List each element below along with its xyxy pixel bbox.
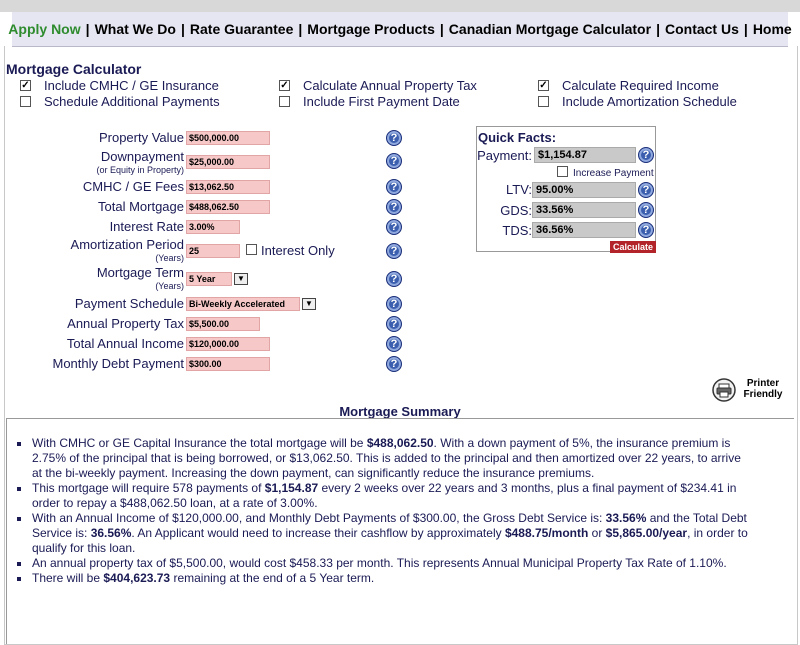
help-icon[interactable]: ? — [386, 271, 402, 287]
option-first-payment-label: Include First Payment Date — [303, 94, 460, 109]
interest-rate-input[interactable]: 3.00% — [186, 220, 240, 234]
help-icon[interactable]: ? — [386, 179, 402, 195]
mortgage-term-label: Mortgage Term — [96, 265, 184, 280]
nav-rate-guarantee[interactable]: Rate Guarantee — [189, 21, 294, 37]
nav-mortgage-products[interactable]: Mortgage Products — [307, 21, 435, 37]
help-icon[interactable]: ? — [386, 316, 402, 332]
nav-separator: | — [85, 21, 90, 37]
option-cmhc-label: Include CMHC / GE Insurance — [44, 78, 219, 93]
help-icon[interactable]: ? — [638, 182, 654, 198]
option-property-tax-label: Calculate Annual Property Tax — [303, 78, 477, 93]
chevron-down-icon[interactable]: ▼ — [234, 273, 248, 285]
nav-contact-us[interactable]: Contact Us — [664, 21, 739, 37]
option-cmhc-checkbox[interactable]: ✓ — [21, 80, 30, 91]
printer-icon — [712, 378, 736, 402]
help-icon[interactable]: ? — [638, 147, 654, 163]
nav-separator: | — [298, 21, 303, 37]
interest-rate-label: Interest Rate — [109, 219, 184, 234]
gds-value: 33.56% — [532, 202, 636, 218]
printer-friendly-line2: Friendly — [743, 389, 783, 400]
property-tax-label: Annual Property Tax — [67, 316, 184, 331]
downpayment-label: Downpayment — [100, 149, 184, 164]
amortization-label: Amortization Period — [70, 237, 184, 252]
nav-separator: | — [180, 21, 185, 37]
annual-income-input[interactable]: $120,000.00 — [186, 337, 270, 351]
help-icon[interactable]: ? — [386, 243, 402, 259]
payment-label: Payment: — [477, 148, 532, 163]
option-additional-payments-checkbox[interactable] — [20, 96, 31, 107]
mortgage-term-select[interactable]: 5 Year — [186, 272, 232, 286]
ltv-label: LTV: — [505, 182, 532, 197]
nav-home[interactable]: Home — [752, 21, 792, 37]
amortization-input[interactable]: 25 — [186, 244, 240, 258]
summary-title: Mortgage Summary — [339, 404, 461, 419]
option-amortization-schedule-label: Include Amortization Schedule — [562, 94, 737, 109]
list-item: This mortgage will require 578 payments of $1,154.87 every 2 weeks over 22 years and 3 months, plus a final payment of $234.41 in order to repay a $488,062.50 loan, at a rate of 3.00%. — [14, 481, 754, 511]
property-tax-input[interactable]: $5,500.00 — [186, 317, 260, 331]
option-required-income-checkbox[interactable]: ✓ — [539, 80, 548, 91]
downpayment-sublabel: (or Equity in Property) — [96, 165, 184, 175]
property-value-input[interactable]: $500,000.00 — [186, 131, 270, 145]
option-required-income-label: Calculate Required Income — [562, 78, 719, 93]
help-icon[interactable]: ? — [386, 153, 402, 169]
interest-only-label: Interest Only — [261, 243, 335, 258]
increase-payment-checkbox[interactable] — [557, 166, 568, 177]
payment-schedule-label: Payment Schedule — [74, 296, 184, 311]
monthly-debt-label: Monthly Debt Payment — [52, 356, 184, 371]
interest-only-checkbox[interactable] — [246, 244, 257, 255]
payment-schedule-select[interactable]: Bi-Weekly Accelerated — [186, 297, 300, 311]
downpayment-input[interactable]: $25,000.00 — [186, 155, 270, 169]
total-mortgage-label: Total Mortgage — [98, 199, 184, 214]
nav-separator: | — [743, 21, 748, 37]
nav-apply-now[interactable]: Apply Now — [8, 21, 81, 37]
nav-separator: | — [656, 21, 660, 37]
top-strip — [0, 0, 800, 12]
help-icon[interactable]: ? — [386, 336, 402, 352]
help-icon[interactable]: ? — [386, 130, 402, 146]
nav-what-we-do[interactable]: What We Do — [94, 21, 176, 37]
monthly-debt-input[interactable]: $300.00 — [186, 357, 270, 371]
help-icon[interactable]: ? — [638, 202, 654, 218]
nav-canadian-mortgage-calculator[interactable]: Canadian Mortgage Calculator — [448, 21, 652, 37]
gds-label: GDS: — [500, 203, 532, 218]
amortization-sublabel: (Years) — [155, 253, 184, 263]
summary-list — [14, 436, 754, 586]
list-item: With an Annual Income of $120,000.00, and Monthly Debt Payments of $300.00, the Gross Debt Service is: 33.56% and the Total Debt Service is: 36.56%. An Applicant would need to increase their cashflow by approximately $488.75/month or $5,865.00/year, in order to qualify for this loan. — [14, 511, 754, 556]
nav-bar — [8, 12, 792, 47]
mortgage-term-sublabel: (Years) — [155, 281, 184, 291]
cmhc-fees-label: CMHC / GE Fees — [82, 179, 184, 194]
help-icon[interactable]: ? — [386, 296, 402, 312]
list-item: With CMHC or GE Capital Insurance the total mortgage will be $488,062.50. With a down payment of 5%, the insurance premium is 2.75% of the principal that is being borrowed, or $13,062.50. This is added to the principal and then amortized over 22 years, to arrive at the bi-weekly payment. Increasing the down payment, can significantly reduce the insurance premiums. — [14, 436, 754, 481]
ltv-value: 95.00% — [532, 182, 636, 198]
help-icon[interactable]: ? — [638, 222, 654, 238]
tds-label: TDS: — [502, 223, 532, 238]
calculate-button[interactable]: Calculate — [610, 241, 656, 253]
option-amortization-schedule-checkbox[interactable] — [538, 96, 549, 107]
total-mortgage-input[interactable]: $488,062.50 — [186, 200, 270, 214]
tds-value: 36.56% — [532, 222, 636, 238]
option-first-payment-checkbox[interactable] — [279, 96, 290, 107]
cmhc-fees-input[interactable]: $13,062.50 — [186, 180, 270, 194]
help-icon[interactable]: ? — [386, 199, 402, 215]
calculator-title: Mortgage Calculator — [6, 61, 142, 77]
option-additional-payments-label: Schedule Additional Payments — [44, 94, 220, 109]
property-value-label: Property Value — [98, 130, 184, 145]
option-property-tax-checkbox[interactable]: ✓ — [280, 80, 289, 91]
chevron-down-icon[interactable]: ▼ — [302, 298, 316, 310]
annual-income-label: Total Annual Income — [66, 336, 184, 351]
list-item: There will be $404,623.73 remaining at the end of a 5 Year term. — [14, 571, 754, 586]
quick-facts-title: Quick Facts: — [478, 130, 557, 145]
printer-friendly-line1: Printer — [746, 378, 780, 389]
help-icon[interactable]: ? — [386, 219, 402, 235]
help-icon[interactable]: ? — [386, 356, 402, 372]
list-item: An annual property tax of $5,500.00, would cost $458.33 per month. This represents Annual Municipal Property Tax Rate of 1.10%. — [14, 556, 754, 571]
increase-payment-label: Increase Payment — [573, 168, 654, 179]
nav-separator: | — [439, 21, 444, 37]
payment-value: $1,154.87 — [534, 147, 636, 163]
